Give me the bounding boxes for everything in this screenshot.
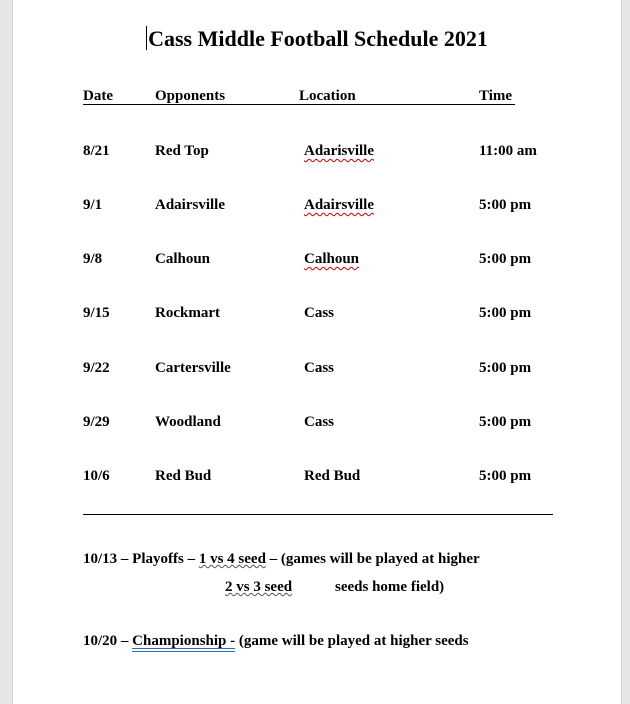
row-date: 9/15 <box>83 305 110 321</box>
row-opponent: Rockmart <box>155 305 220 321</box>
header-time: Time <box>479 88 513 104</box>
row-time: 5:00 pm <box>479 197 532 213</box>
header-location: Location <box>299 88 356 104</box>
header-opponents: Opponents <box>155 88 226 104</box>
row-location: Calhoun <box>304 251 360 267</box>
row-time: 5:00 pm <box>479 305 532 321</box>
row-date: 8/21 <box>83 143 110 159</box>
row-location: Red Bud <box>304 468 361 484</box>
playoffs-desc-2: seeds home field) <box>335 579 445 595</box>
row-location: Cass <box>304 414 335 430</box>
row-location: Cass <box>304 360 335 376</box>
row-time: 5:00 pm <box>479 360 532 376</box>
row-time: 11:00 am <box>479 143 537 159</box>
row-time: 5:00 pm <box>479 251 532 267</box>
row-location: Adairsville <box>304 197 374 213</box>
document-title: Cass Middle Football Schedule 2021 <box>148 26 488 51</box>
row-opponent: Woodland <box>155 414 221 430</box>
championship-line: 10/20 – Championship - (game will be played at higher seeds <box>83 633 469 649</box>
row-opponent: Adairsville <box>155 197 225 213</box>
row-location: Cass <box>304 305 335 321</box>
row-date: 9/29 <box>83 414 110 430</box>
text-cursor <box>146 26 147 50</box>
row-time: 5:00 pm <box>479 468 532 484</box>
row-opponent: Red Bud <box>155 468 212 484</box>
playoffs-seed-2: 2 vs 3 seed <box>225 579 293 595</box>
championship-label: Championship - <box>132 633 236 649</box>
row-opponent: Calhoun <box>155 251 211 267</box>
playoffs-seed-1: 1 vs 4 seed <box>198 551 266 567</box>
playoffs-line: 10/13 – Playoffs – 1 vs 4 seed – (games will be played at higher <box>83 551 480 567</box>
row-opponent: Cartersville <box>155 360 231 376</box>
row-date: 9/22 <box>83 360 110 376</box>
row-time: 5:00 pm <box>479 414 532 430</box>
row-date: 9/1 <box>83 197 103 213</box>
row-date: 9/8 <box>83 251 103 267</box>
row-opponent: Red Top <box>155 143 209 159</box>
row-location: Adarisville <box>304 143 374 159</box>
document-page <box>12 0 622 704</box>
header-underline <box>83 104 515 105</box>
section-divider <box>83 514 553 515</box>
header-date: Date <box>83 88 113 104</box>
row-date: 10/6 <box>83 468 110 484</box>
